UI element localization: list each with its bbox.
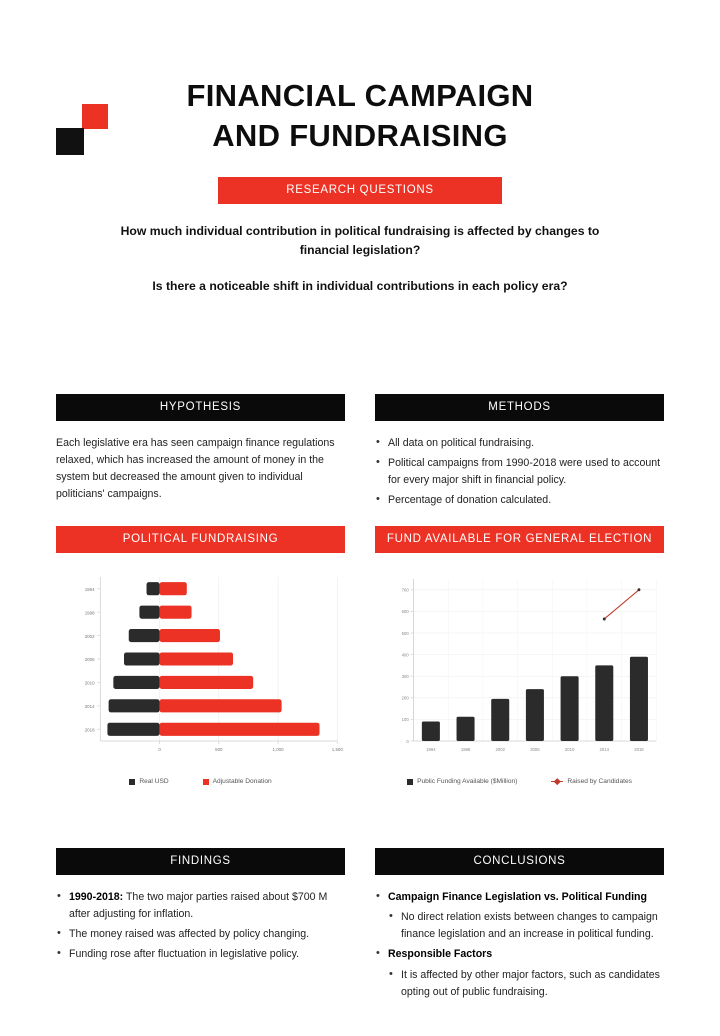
bar-adjustable-donation: [160, 699, 282, 712]
y-axis-label: 0: [406, 738, 409, 744]
y-axis-label: 2018: [84, 727, 95, 733]
fund-available-plot: [375, 569, 664, 769]
legend-swatch-icon: [407, 779, 413, 785]
conclusions-list-item: • No direct relation exists between changes to campaign finance legislation and an increase in political funding.: [375, 909, 664, 943]
hypothesis-body: Each legislative era has seen campaign finance regulations relaxed, which has increased the amount of money in the system but decreased the amount given to individual politicians' campaigns.: [56, 437, 335, 501]
x-axis-label: 2018: [634, 746, 644, 753]
legend-swatch-icon: [203, 779, 209, 785]
bar-adjustable-donation: [160, 723, 320, 736]
political-fundraising-chart: [56, 569, 345, 785]
bar-public-funding: [457, 717, 475, 741]
methods-list: [375, 435, 664, 510]
x-axis-label: 0: [158, 746, 161, 753]
bar-public-funding: [595, 665, 613, 741]
x-axis-label: 2006: [530, 746, 540, 753]
bar-public-funding: [561, 676, 579, 741]
y-axis-label: 400: [401, 652, 409, 658]
x-axis-label: 1994: [426, 746, 436, 753]
info-row: [56, 394, 664, 513]
conclusions-list-item: • Campaign Finance Legislation vs. Political Funding: [375, 889, 664, 906]
line-point-marker: [638, 588, 641, 591]
fund-available-header: FUND AVAILABLE FOR GENERAL ELECTION: [375, 526, 664, 553]
bar-adjustable-donation: [160, 652, 233, 665]
fund-available-chart: [375, 569, 664, 785]
political-fundraising-plot: [56, 569, 345, 769]
x-axis-label: 1,500: [331, 746, 343, 753]
conclusions-row: [56, 848, 664, 1004]
bar-adjustable-donation: [160, 629, 220, 642]
y-axis-label: 200: [401, 695, 409, 701]
legend-item: [551, 778, 632, 785]
research-question-2: Is there a noticeable shift in individual contributions in each policy era?: [152, 279, 568, 294]
bar-real-usd: [124, 652, 160, 665]
bar-real-usd: [107, 723, 159, 736]
x-axis-label: 1,000: [272, 746, 284, 753]
political-fundraising-header: POLITICAL FUNDRAISING: [56, 526, 345, 553]
legend-item: [407, 778, 517, 785]
hypothesis-section: [56, 394, 345, 513]
fund-available-legend: [375, 778, 664, 785]
methods-list-item: • Political campaigns from 1990-2018 were used to account for every major shift in financial policy.: [375, 455, 664, 489]
legend-label: Adjustable Donation: [212, 778, 272, 785]
bar-real-usd: [109, 699, 160, 712]
x-axis-label: 2010: [564, 746, 575, 753]
logo-black-square: [56, 128, 84, 155]
legend-label: Real USD: [139, 778, 169, 785]
line-point-marker: [603, 617, 606, 620]
methods-section: [375, 394, 664, 513]
y-axis-label: 600: [401, 609, 409, 615]
findings-list: [56, 889, 345, 964]
legend-line-marker-icon: [551, 779, 563, 785]
y-axis-label: 1998: [84, 610, 95, 616]
logo-red-square: [82, 104, 108, 129]
conclusions-list-item: • It is affected by other major factors, such as candidates opting out of public fundraising.: [375, 967, 664, 1001]
methods-list-item: • Percentage of donation calculated.: [375, 492, 664, 509]
legend-item: [129, 778, 168, 785]
legend-label: Raised by Candidates: [567, 778, 632, 785]
title-line-2: AND FUNDRAISING: [212, 117, 508, 153]
x-axis-label: 500: [215, 746, 223, 753]
bar-real-usd: [113, 676, 159, 689]
y-axis-label: 300: [401, 673, 409, 680]
findings-header: FINDINGS: [56, 848, 345, 875]
findings-section: [56, 848, 345, 1004]
y-axis-label: 1994: [84, 586, 95, 592]
y-axis-label: 2010: [84, 680, 95, 686]
legend-swatch-icon: [129, 779, 135, 785]
poster-root: [0, 76, 720, 1036]
x-axis-label: 1998: [460, 746, 471, 753]
bar-public-funding: [526, 689, 544, 741]
y-axis-label: 500: [401, 630, 409, 636]
bar-adjustable-donation: [160, 606, 192, 619]
conclusions-list-item: • Responsible Factors: [375, 946, 664, 963]
bar-real-usd: [129, 629, 160, 642]
legend-label: Public Funding Available ($Million): [417, 778, 518, 785]
y-axis-label: 2014: [84, 703, 95, 710]
logo: [56, 104, 110, 154]
y-axis-label: 2006: [84, 657, 95, 663]
methods-list-item: • All data on political fundraising.: [375, 435, 664, 452]
bar-adjustable-donation: [160, 676, 254, 689]
y-axis-label: 700: [401, 587, 409, 593]
methods-header: METHODS: [375, 394, 664, 421]
research-question-1: How much individual contribution in political fundraising is affected by changes to financial legislation?: [120, 224, 600, 258]
fund-available-chart-section: [375, 526, 664, 785]
bar-public-funding: [422, 722, 440, 741]
y-axis-label: 2002: [84, 633, 95, 639]
x-axis-label: 2002: [495, 746, 505, 753]
legend-item: [203, 778, 272, 785]
conclusions-list: [375, 889, 664, 1001]
conclusions-header: CONCLUSIONS: [375, 848, 664, 875]
bar-real-usd: [147, 582, 160, 595]
y-axis-label: 100: [401, 717, 409, 723]
bar-real-usd: [139, 606, 159, 619]
research-questions-text: [100, 222, 620, 296]
x-axis-label: 2014: [599, 746, 609, 753]
findings-list-item: • Funding rose after fluctuation in legislative policy.: [56, 946, 345, 963]
bar-public-funding: [630, 657, 648, 741]
conclusions-section: [375, 848, 664, 1004]
political-fundraising-chart-section: [56, 526, 345, 785]
bar-public-funding: [491, 699, 509, 741]
findings-list-item: • 1990-2018: The two major parties raised about $700 M after adjusting for inflation.: [56, 889, 345, 923]
bar-adjustable-donation: [160, 582, 187, 595]
title-line-1: FINANCIAL CAMPAIGN: [186, 78, 534, 113]
political-fundraising-legend: [56, 778, 345, 785]
hypothesis-header: HYPOTHESIS: [56, 394, 345, 421]
findings-list-item: • The money raised was affected by policy changing.: [56, 926, 345, 943]
research-questions-header: RESEARCH QUESTIONS: [218, 177, 502, 204]
charts-row: [56, 526, 664, 785]
